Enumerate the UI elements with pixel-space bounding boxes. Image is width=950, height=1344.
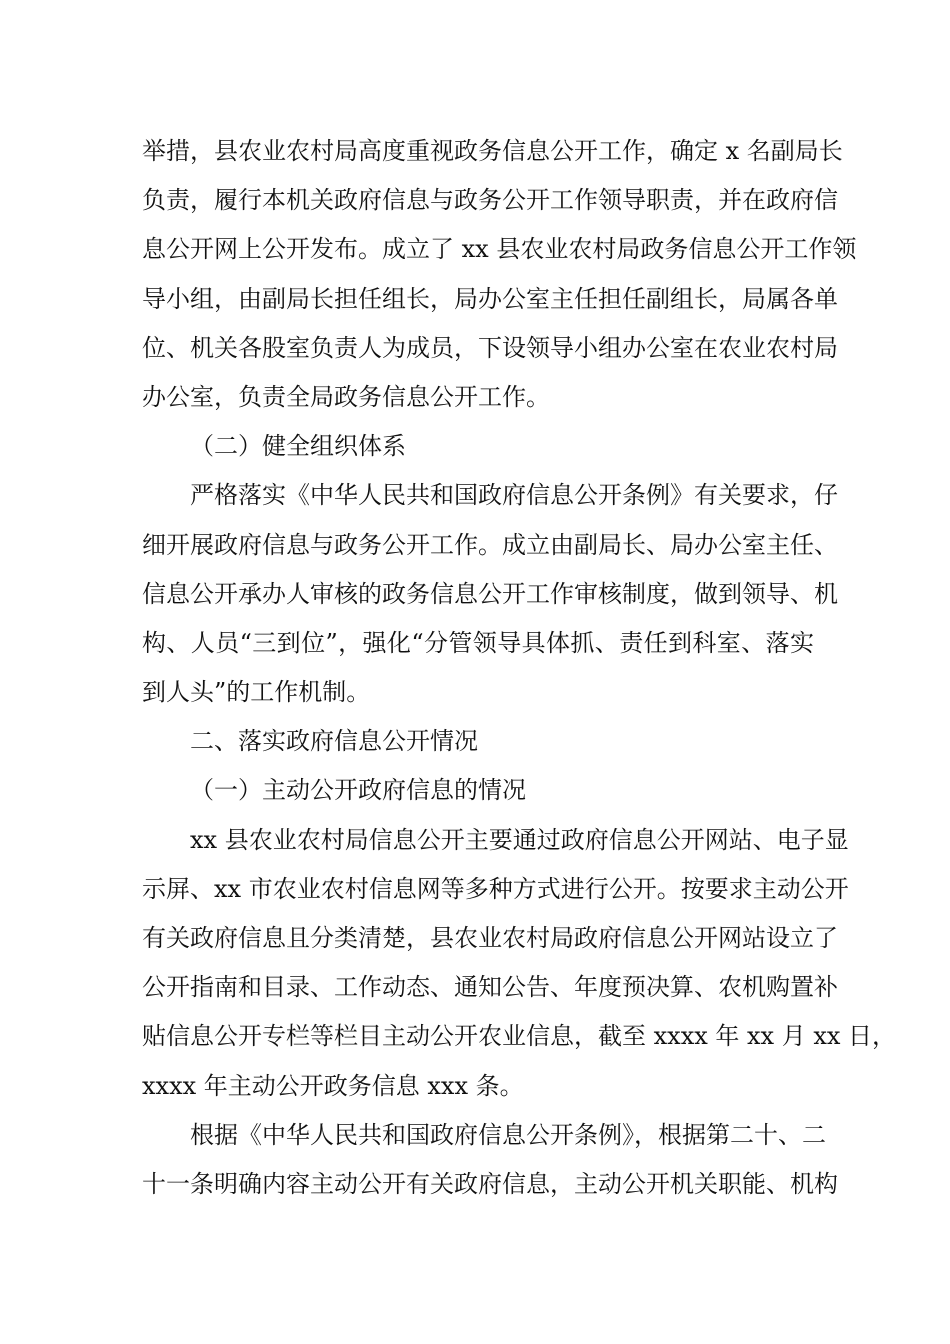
subheading-organization-system: （二）健全组织体系	[190, 432, 406, 461]
text-line: xx 县农业农村局信息公开主要通过政府信息公开网站、电子显	[190, 825, 849, 854]
document-body	[142, 127, 897, 1209]
text-line: 位、机关各股室负责人为成员，下设领导小组办公室在农业农村局	[142, 333, 838, 362]
paragraph-leadership	[142, 127, 857, 422]
text-line: 信息公开承办人审核的政务信息公开工作审核制度，做到领导、机	[142, 579, 838, 608]
text-line: 细开展政府信息与政务公开工作。成立由副局长、局办公室主任、	[142, 530, 838, 559]
text-line: 息公开网上公开发布。成立了 xx 县农业农村局政务信息公开工作领	[142, 235, 857, 264]
text-line: 构、人员“三到位”，强化“分管领导具体抓、责任到科室、落实	[142, 628, 814, 657]
text-line: 到人头”的工作机制。	[142, 678, 371, 707]
text-line: 十一条明确内容主动公开有关政府信息，主动公开机关职能、机构	[142, 1169, 838, 1198]
paragraph-regulation-basis	[142, 1111, 838, 1209]
text-line: 负责，履行本机关政府信息与政务公开工作领导职责，并在政府信	[142, 186, 838, 215]
text-line: 严格落实《中华人民共和国政府信息公开条例》有关要求，仔	[190, 481, 838, 510]
section-heading-2: 二、落实政府信息公开情况	[190, 727, 478, 756]
text-line: 导小组，由副局长担任组长，局办公室主任担任副组长，局属各单	[142, 284, 838, 313]
text-line: 贴信息公开专栏等栏目主动公开农业信息，截至 xxxx 年 xx 月 xx 日，	[142, 1022, 897, 1051]
text-line: 公开指南和目录、工作动态、通知公告、年度预决算、农机购置补	[142, 973, 838, 1002]
text-line: 办公室，负责全局政务信息公开工作。	[142, 382, 550, 411]
paragraph-organization	[142, 471, 838, 717]
subheading-active-disclosure: （一）主动公开政府信息的情况	[190, 776, 526, 805]
paragraph-disclosure-channels	[142, 816, 897, 1111]
text-line: xxxx 年主动公开政务信息 xxx 条。	[142, 1071, 524, 1100]
text-line: 有关政府信息且分类清楚，县农业农村局政府信息公开网站设立了	[142, 924, 838, 952]
text-line: 示屏、xx 市农业农村信息网等多种方式进行公开。按要求主动公开	[142, 874, 849, 903]
text-line: 举措，县农业农村局高度重视政务信息公开工作，确定 x 名副局长	[142, 137, 843, 165]
text-line: 根据《中华人民共和国政府信息公开条例》，根据第二十、二	[190, 1120, 826, 1149]
